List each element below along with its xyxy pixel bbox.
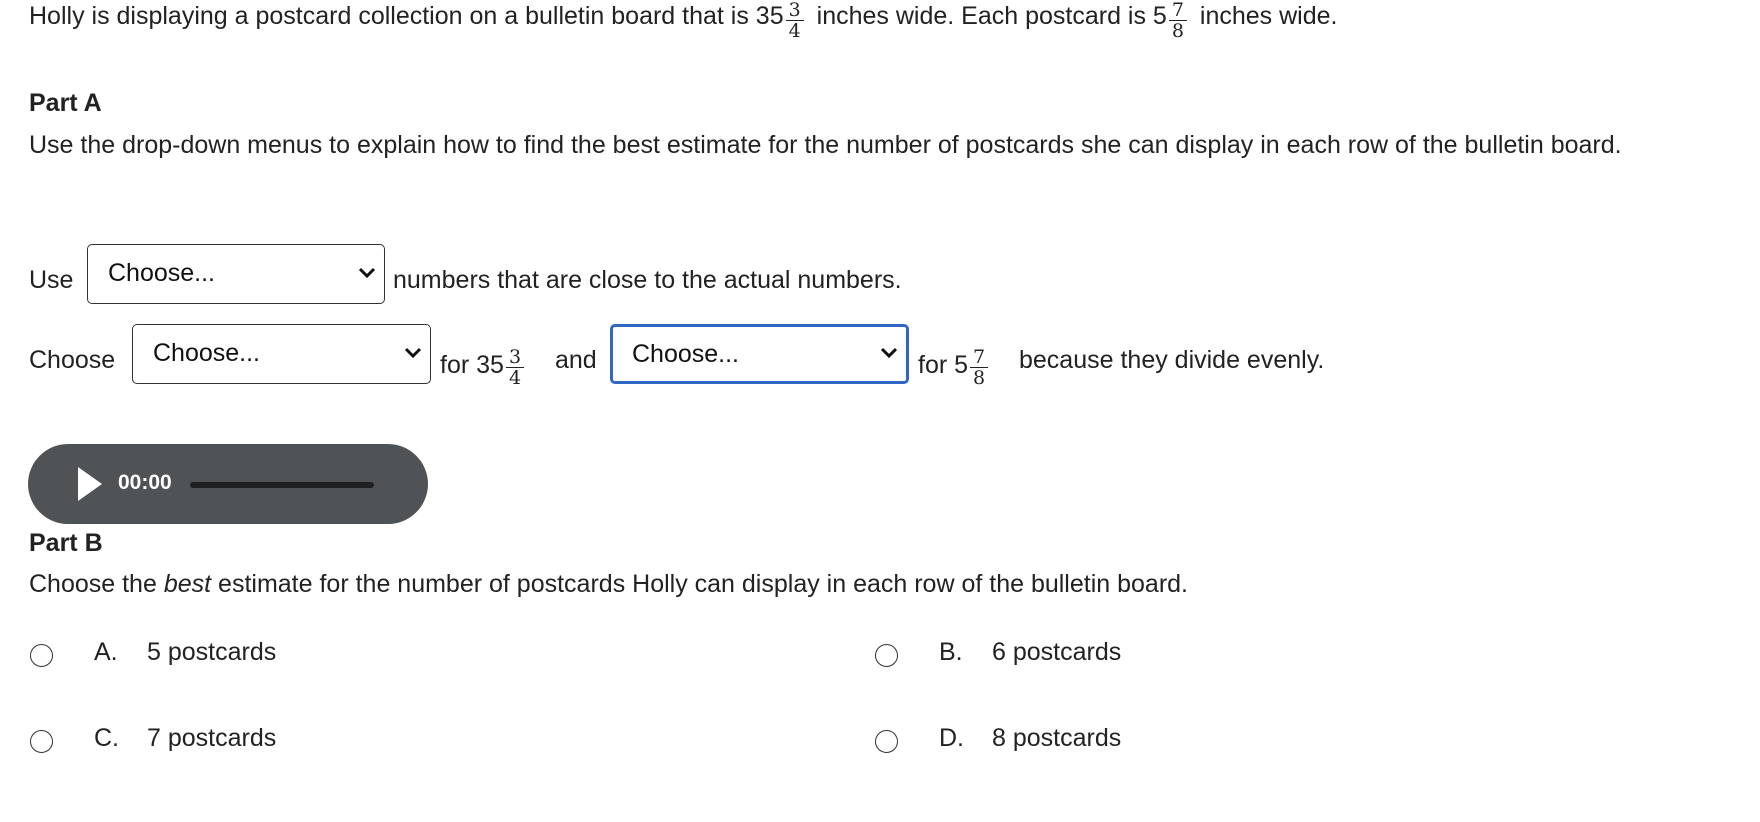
audio-time: 00:00 <box>118 471 172 494</box>
option-d[interactable] <box>875 724 1165 764</box>
intro-text <box>29 0 1338 42</box>
fraction-7-8: $\frac{7}{8}$ <box>970 347 988 388</box>
sentence2-prefix: Choose <box>29 346 116 374</box>
chevron-down-icon <box>358 267 376 279</box>
sentence1-prefix: Use <box>29 266 74 294</box>
chevron-down-icon <box>880 347 898 359</box>
option-c-text: 7 postcards <box>147 724 277 752</box>
dropdown-number-type[interactable] <box>87 244 385 304</box>
sentence2-for-35: for 35 $\frac{3}{4}$ <box>440 346 530 387</box>
radio-option-b[interactable] <box>875 644 898 667</box>
intro-middle: inches wide. Each postcard is 5 <box>816 2 1167 31</box>
dropdown-estimate-35[interactable] <box>132 324 431 384</box>
intro-before: Holly is displaying a postcard collection on a bulletin board that is 35 <box>29 2 784 31</box>
option-d-letter: D. <box>939 724 964 752</box>
fraction-3-4: $\frac{3}{4}$ <box>786 0 804 41</box>
emphasis-best: best <box>163 570 212 598</box>
option-a[interactable] <box>30 638 320 678</box>
intro-after: inches wide. <box>1199 2 1338 31</box>
radio-option-c[interactable] <box>30 730 53 753</box>
audio-player <box>28 444 428 524</box>
option-b[interactable] <box>875 638 1165 678</box>
dropdown-number-type-value: Choose... <box>108 259 216 287</box>
play-icon[interactable] <box>78 467 102 501</box>
option-c[interactable] <box>30 724 320 764</box>
dropdown-estimate-5[interactable] <box>610 324 909 384</box>
chevron-down-icon <box>404 347 422 359</box>
option-a-letter: A. <box>94 638 118 666</box>
sentence2-for-5: for 5 $\frac{7}{8}$ <box>918 346 994 387</box>
option-d-text: 8 postcards <box>992 724 1122 752</box>
option-b-text: 6 postcards <box>992 638 1122 666</box>
dropdown-estimate-35-value: Choose... <box>153 339 261 367</box>
option-c-letter: C. <box>94 724 119 752</box>
radio-option-a[interactable] <box>30 644 53 667</box>
sentence2-suffix: because they divide evenly. <box>1019 346 1325 374</box>
fraction-7-8: $\frac{7}{8}$ <box>1169 0 1187 41</box>
option-a-text: 5 postcards <box>147 638 277 666</box>
sentence1-suffix: numbers that are close to the actual numbers. <box>393 266 902 294</box>
part-a-heading: Part A <box>29 89 102 117</box>
fraction-3-4: $\frac{3}{4}$ <box>506 347 524 388</box>
radio-option-d[interactable] <box>875 730 898 753</box>
option-b-letter: B. <box>939 638 963 666</box>
part-b-heading: Part B <box>29 529 103 557</box>
sentence2-and: and <box>555 346 597 374</box>
dropdown-estimate-5-value: Choose... <box>632 340 740 368</box>
audio-progress-track[interactable] <box>190 482 374 488</box>
part-b-prompt: Choose the best estimate for the number of postcards Holly can display in each row of the bulletin board. <box>29 570 1189 598</box>
part-a-instructions: Use the drop-down menus to explain how to find the best estimate for the number of postcards she can display in each row of the bulletin board. <box>29 131 1622 159</box>
